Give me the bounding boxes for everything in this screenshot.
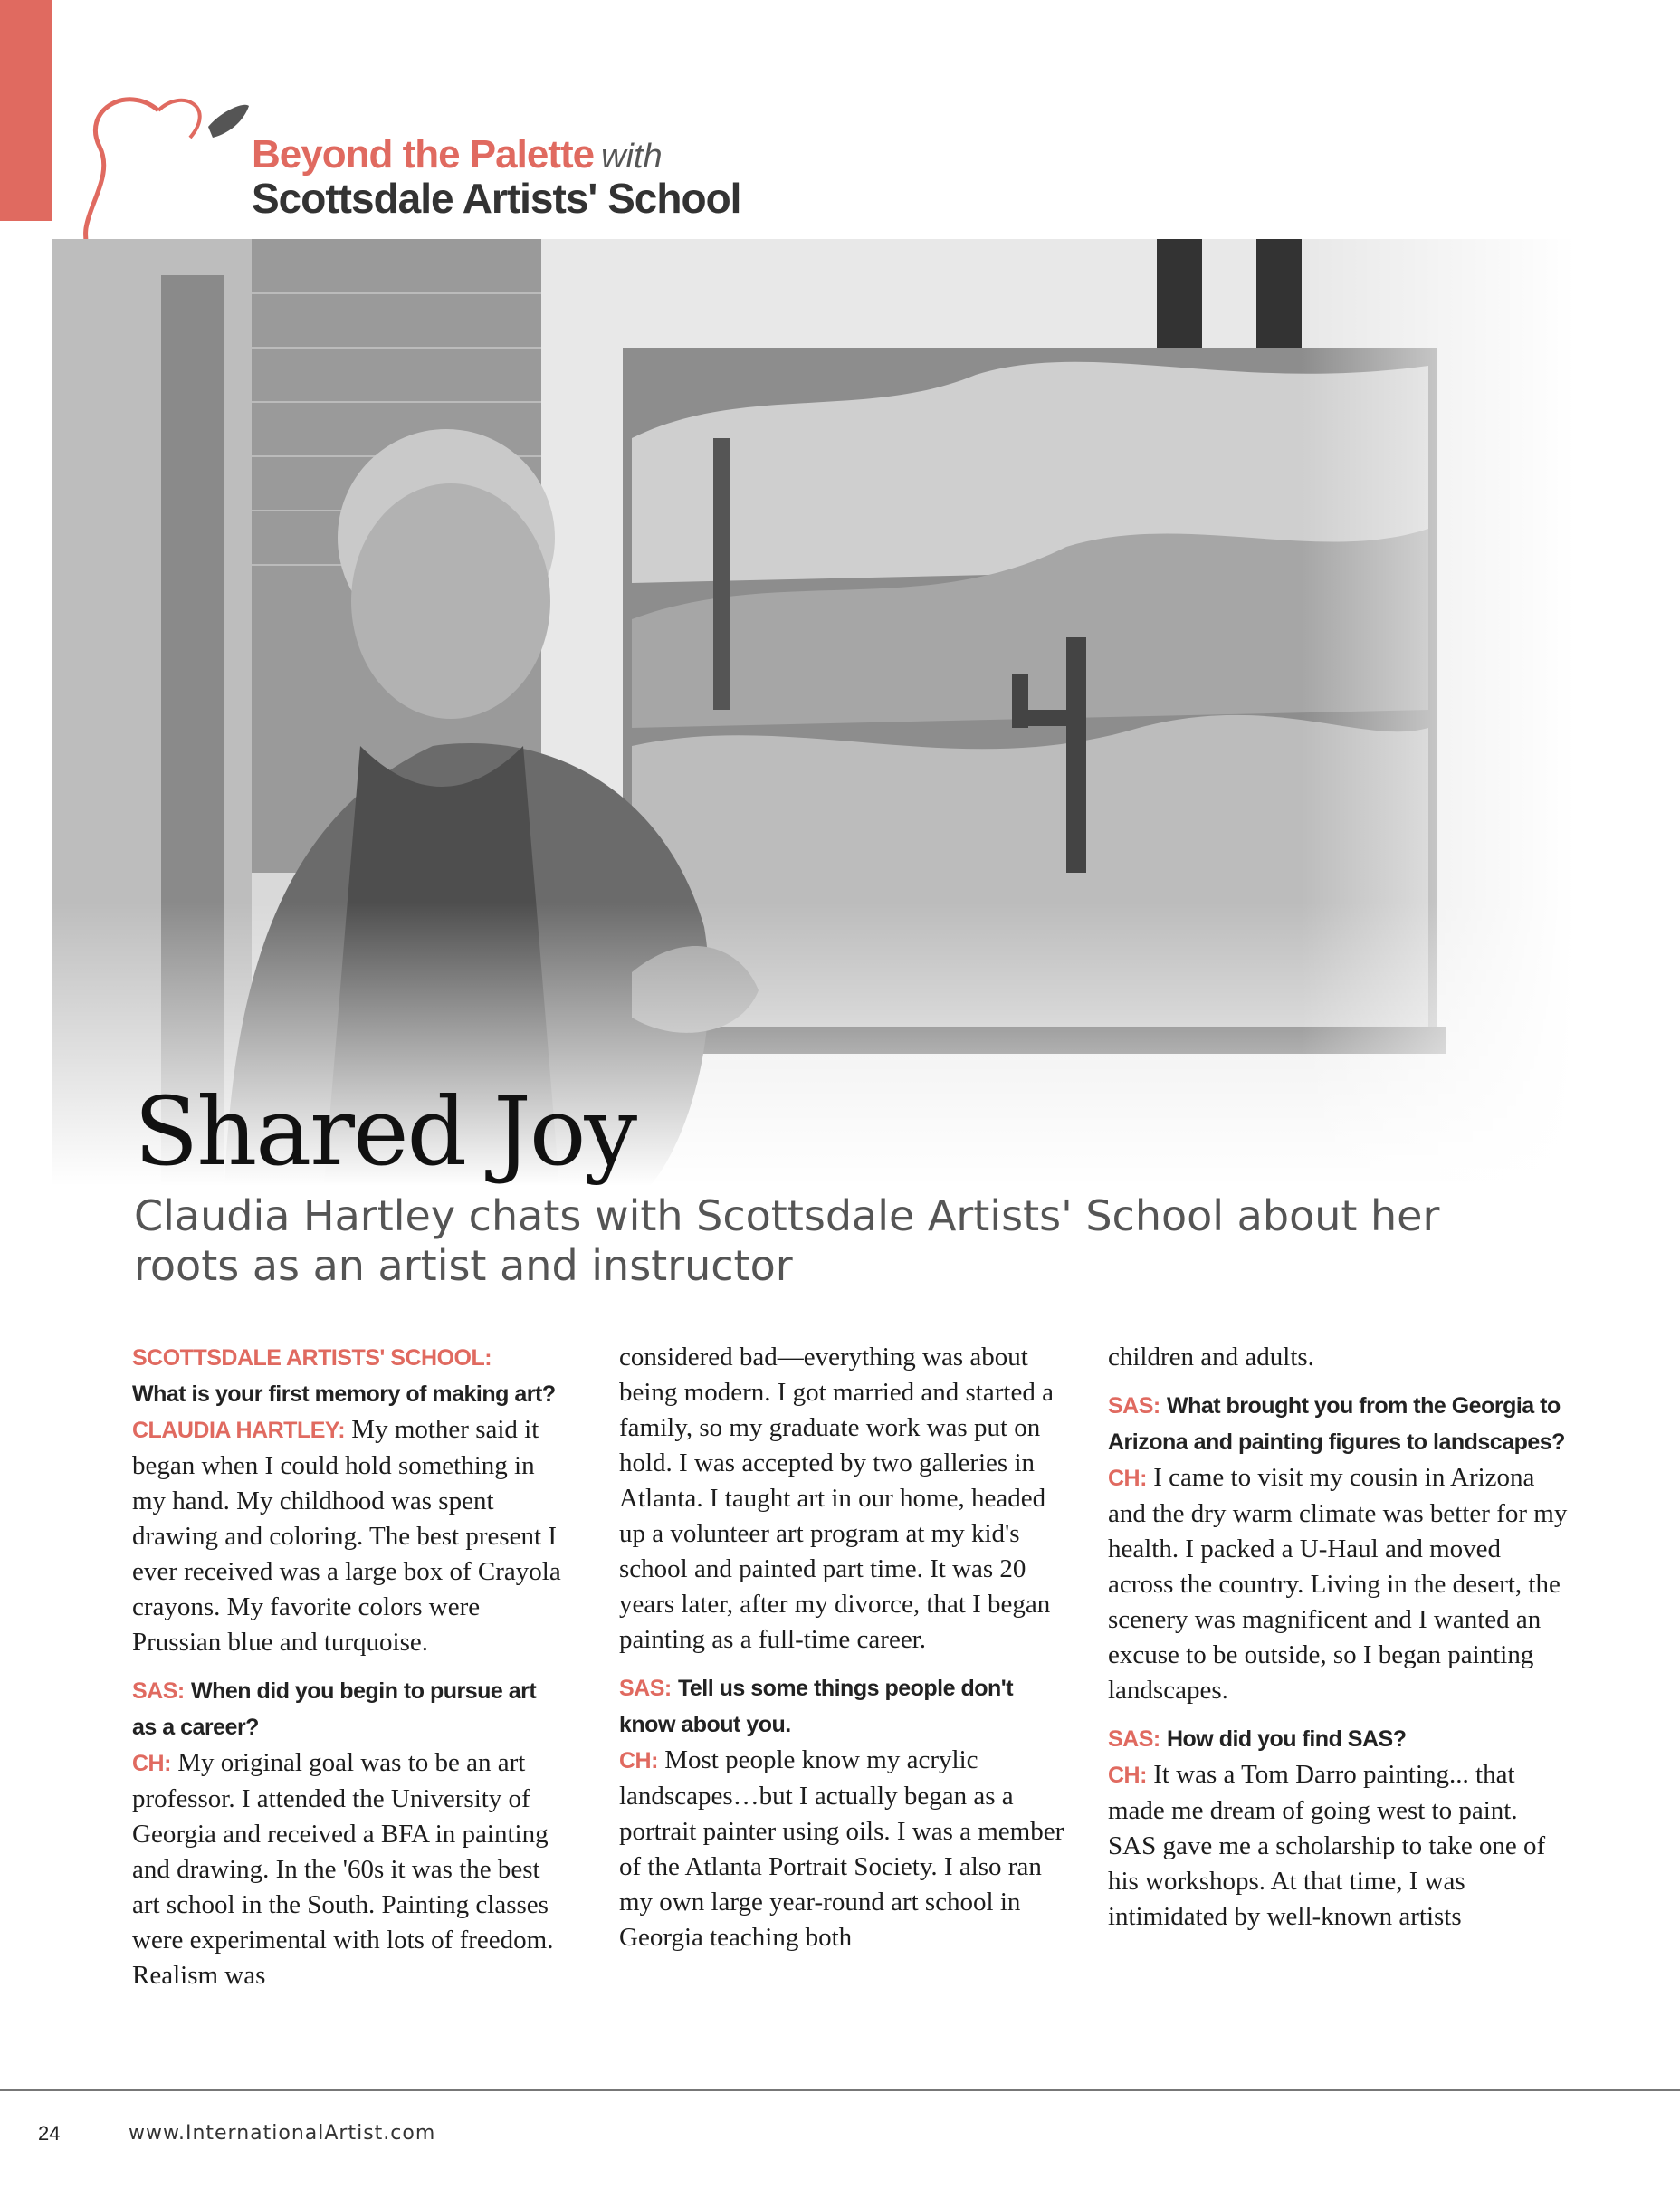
interviewer-label: SAS: (1108, 1726, 1160, 1752)
answer-text: My original goal was to be an art professor. I attended the University of Georgia and received a BFA in painting and drawing. In the '60s it was the best art school in the South. Painting classes were experimental with lots of freedom. Realism was (132, 1748, 554, 1990)
answer-text: Most people know my acrylic landscapes…but I actually began as a portrait painter using oils. I was a member of the Atlanta Portrait Society. I also ran my own large year-round art school in Georgia teaching both (619, 1745, 1064, 1952)
article-column-3 (1108, 1340, 1568, 1947)
interviewee-label: CH: (619, 1748, 658, 1773)
answer-text: My mother said it began when I could hold something in my hand. My childhood was spent drawing and coloring. The best present I ever received was a large box of Crayola crayons. My favorite colors were Prussian blue and turquoise. (132, 1415, 561, 1657)
question-text: What brought you from the Georgia to Arizona and painting figures to landscapes? (1108, 1393, 1565, 1455)
answer-text: I came to visit my cousin in Arizona and the dry warm climate was better for my health. I packed a U-Haul and moved across the country. Living in the desert, the scenery was magnificent and I wanted an excuse to be outside, so I began painting landscapes. (1108, 1463, 1568, 1705)
question-text: When did you begin to pursue art as a career? (132, 1678, 537, 1740)
interviewee-label: CH: (1108, 1763, 1147, 1788)
interviewer-label: SAS: (619, 1676, 672, 1701)
accent-tab (0, 0, 52, 221)
section-header (252, 134, 740, 222)
interviewer-label: SCOTTSDALE ARTISTS' SCHOOL: (132, 1345, 492, 1371)
footer-divider (0, 2089, 1680, 2091)
artist-photo (52, 239, 1575, 1186)
answer-text: It was a Tom Darro painting... that made me dream of going west to paint. SAS gave me a scholarship to take one of his workshops. At that time, I was intimidated by well-known artists (1108, 1760, 1546, 1931)
header-title-with: with (601, 138, 663, 176)
question-text: What is your first memory of making art? (132, 1381, 556, 1407)
website-link[interactable]: www.InternationalArtist.com (129, 2122, 436, 2145)
interviewer-label: SAS: (1108, 1393, 1160, 1419)
interviewee-label: CH: (1108, 1466, 1147, 1491)
question-text: Tell us some things people don't know about you. (619, 1676, 1014, 1737)
question-text: How did you find SAS? (1166, 1726, 1407, 1752)
interviewee-label: CH: (132, 1751, 171, 1776)
answer-text: considered bad—everything was about being modern. I got married and started a family, so my graduate work was put on hold. I was accepted by two galleries in Atlanta. I taught art in our home, headed up a volunteer art program at my kid's school and painted part time. It was 20 years later, after my divorce, that I began painting as a full-time career. (619, 1343, 1054, 1654)
header-title-red: Beyond the Palette (252, 132, 595, 177)
article-subtitle: Claudia Hartley chats with Scottsdale Artists' School about her roots as an artist and instructor (134, 1191, 1440, 1291)
article-column-2 (619, 1340, 1072, 1968)
header-title-school: Scottsdale Artists' School (252, 175, 741, 223)
interviewer-label: SAS: (132, 1678, 185, 1704)
interviewee-label: CLAUDIA HARTLEY: (132, 1418, 346, 1443)
answer-text: children and adults. (1108, 1343, 1314, 1372)
article-title: Shared Joy (134, 1076, 636, 1187)
article-column-1 (132, 1340, 565, 2006)
page-number: 24 (38, 2122, 61, 2145)
